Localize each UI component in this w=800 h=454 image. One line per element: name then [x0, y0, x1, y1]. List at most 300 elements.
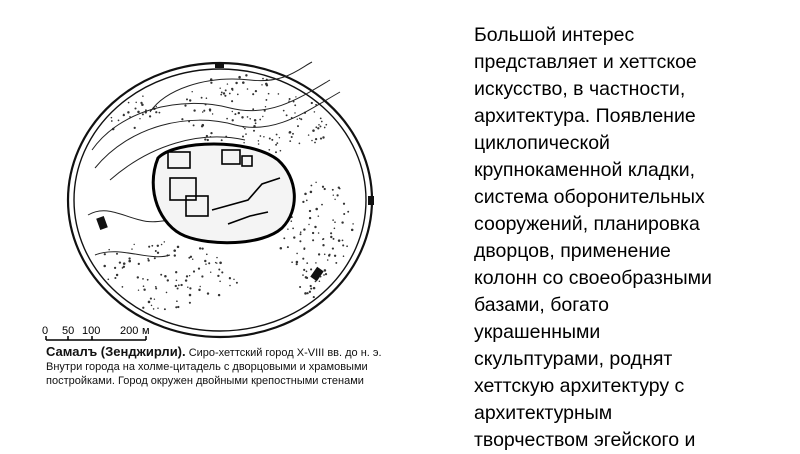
- stipple-dot: [287, 246, 289, 248]
- stipple-dot: [139, 118, 140, 119]
- scale-label-0: 0: [42, 325, 49, 337]
- stipple-dot: [311, 102, 313, 104]
- stipple-dot: [278, 93, 280, 95]
- stipple-dot: [128, 260, 131, 263]
- stipple-dot: [181, 118, 183, 120]
- stipple-dot: [335, 262, 337, 264]
- stipple-dot: [103, 265, 106, 268]
- stipple-dot: [324, 254, 326, 256]
- stipple-dot: [315, 262, 317, 264]
- stipple-dot: [206, 97, 208, 99]
- stipple-dot: [175, 306, 177, 308]
- stipple-dot: [314, 142, 316, 144]
- stipple-dot: [322, 238, 324, 240]
- stipple-dot: [189, 99, 191, 101]
- stipple-dot: [315, 126, 317, 128]
- stipple-dot: [128, 102, 130, 104]
- stipple-dot: [291, 220, 293, 222]
- stipple-dot: [199, 247, 201, 249]
- stipple-dot: [283, 110, 285, 112]
- stipple-dot: [186, 275, 188, 277]
- stipple-dot: [262, 116, 263, 117]
- stipple-dot: [201, 125, 203, 127]
- stipple-dot: [114, 267, 116, 269]
- stipple-dot: [318, 253, 320, 255]
- stipple-dot: [247, 116, 249, 118]
- stipple-dot: [140, 102, 142, 104]
- stipple-dot: [142, 95, 144, 97]
- stipple-dot: [266, 84, 268, 86]
- stipple-dot: [219, 262, 222, 265]
- stipple-dot: [192, 258, 193, 259]
- stipple-dot: [315, 182, 316, 183]
- stipple-dot: [154, 257, 156, 259]
- stipple-dot: [347, 211, 349, 213]
- stipple-dot: [245, 133, 247, 135]
- stipple-dot: [318, 215, 320, 217]
- stipple-dot: [116, 274, 118, 276]
- stipple-dot: [138, 290, 139, 291]
- stipple-dot: [131, 248, 132, 249]
- stipple-dot: [295, 96, 296, 97]
- stipple-dot: [310, 185, 312, 187]
- stipple-dot: [229, 93, 231, 95]
- stipple-dot: [325, 273, 327, 275]
- stipple-dot: [311, 140, 313, 142]
- stipple-dot: [188, 257, 190, 259]
- stipple-dot: [159, 112, 161, 114]
- stipple-dot: [296, 263, 298, 265]
- stipple-dot: [314, 111, 316, 113]
- stipple-dot: [307, 292, 309, 294]
- stipple-dot: [223, 92, 225, 94]
- stipple-dot: [232, 111, 233, 112]
- stipple-dot: [155, 111, 157, 113]
- stipple-dot: [320, 138, 322, 140]
- stipple-dot: [293, 236, 295, 238]
- stipple-dot: [306, 271, 308, 273]
- stipple-dot: [334, 221, 336, 223]
- stipple-dot: [299, 143, 301, 145]
- stipple-dot: [201, 275, 203, 277]
- stipple-dot: [315, 281, 317, 283]
- stipple-dot: [254, 119, 257, 122]
- stipple-dot: [111, 117, 113, 119]
- stipple-dot: [338, 239, 341, 242]
- stipple-dot: [260, 135, 262, 137]
- stipple-dot: [191, 91, 192, 92]
- stipple-dot: [280, 247, 283, 250]
- stipple-dot: [258, 140, 259, 141]
- stipple-dot: [253, 130, 255, 132]
- stipple-dot: [225, 89, 227, 91]
- stipple-dot: [310, 268, 312, 270]
- stipple-dot: [189, 302, 191, 304]
- stipple-dot: [219, 87, 220, 88]
- stipple-dot: [252, 93, 254, 95]
- stipple-dot: [221, 91, 223, 93]
- stipple-dot: [184, 105, 186, 107]
- stipple-dot: [333, 238, 335, 240]
- stipple-dot: [143, 288, 145, 290]
- stipple-dot: [333, 195, 334, 196]
- stipple-dot: [231, 100, 233, 102]
- stipple-dot: [300, 233, 302, 235]
- stipple-dot: [262, 78, 264, 80]
- stipple-dot: [279, 137, 280, 138]
- stipple-dot: [193, 124, 195, 126]
- stipple-dot: [236, 83, 238, 85]
- stipple-dot: [304, 193, 307, 196]
- stipple-dot: [312, 232, 314, 234]
- stipple-dot: [208, 262, 210, 264]
- stipple-dot: [155, 286, 157, 288]
- stipple-dot: [334, 255, 336, 257]
- stipple-dot: [229, 277, 231, 279]
- stipple-dot: [268, 93, 270, 95]
- stipple-dot: [148, 259, 150, 261]
- stipple-dot: [134, 107, 136, 109]
- stipple-dot: [233, 279, 234, 280]
- stipple-dot: [275, 144, 277, 146]
- stipple-dot: [227, 83, 228, 84]
- stipple-dot: [255, 122, 257, 124]
- stipple-dot: [332, 248, 334, 250]
- stipple-dot: [327, 259, 329, 261]
- stipple-dot: [198, 289, 200, 291]
- stipple-dot: [332, 189, 334, 191]
- stipple-dot: [210, 82, 212, 84]
- stipple-dot: [308, 134, 309, 135]
- stipple-dot: [243, 142, 244, 143]
- stipple-dot: [138, 263, 140, 265]
- stipple-dot: [323, 274, 325, 276]
- stipple-dot: [177, 287, 179, 289]
- stipple-dot: [319, 281, 321, 283]
- stipple-dot: [258, 143, 260, 145]
- stipple-dot: [334, 227, 336, 229]
- stipple-dot: [320, 276, 322, 278]
- stipple-dot: [221, 271, 223, 273]
- stipple-dot: [150, 298, 152, 300]
- stipple-dot: [207, 139, 209, 141]
- stipple-dot: [189, 294, 192, 297]
- stipple-dot: [198, 267, 200, 269]
- stipple-dot: [312, 239, 314, 241]
- body-paragraph: Большой интерес представляет и хеттское искусство, в частности, архитектура. Появление циклопической крупнокаменной кладки, система оборонительных сооружений, планировка дворцов, применение колонн со своеобразными базами, богато украшенными скульптурами, роднят хеттскую архитектуру с архитектурным творчеством эгейского и: [474, 24, 712, 451]
- stipple-dot: [309, 210, 311, 212]
- stipple-dot: [245, 74, 247, 76]
- stipple-dot: [119, 261, 121, 263]
- stipple-dot: [226, 118, 228, 120]
- stipple-dot: [212, 113, 213, 114]
- stipple-dot: [204, 138, 206, 140]
- stipple-dot: [309, 291, 311, 293]
- stipple-dot: [241, 116, 243, 118]
- stipple-dot: [313, 296, 315, 298]
- stipple-dot: [166, 292, 168, 294]
- stipple-dot: [343, 213, 345, 215]
- scale-label-100: 100: [82, 325, 101, 337]
- stipple-dot: [289, 131, 292, 134]
- stipple-dot: [310, 191, 313, 194]
- stipple-dot: [216, 263, 217, 264]
- stipple-dot: [342, 244, 344, 246]
- stipple-dot: [312, 129, 315, 132]
- stipple-dot: [175, 271, 177, 273]
- stipple-dot: [151, 305, 153, 307]
- stipple-dot: [107, 278, 109, 280]
- stipple-dot: [324, 269, 327, 272]
- stipple-dot: [154, 298, 155, 299]
- stipple-dot: [108, 249, 110, 251]
- stipple-dot: [249, 118, 251, 120]
- stipple-dot: [275, 151, 277, 153]
- stipple-dot: [193, 109, 195, 111]
- stipple-dot: [310, 288, 312, 290]
- stipple-dot: [122, 267, 124, 269]
- stipple-dot: [343, 255, 345, 257]
- stipple-dot: [201, 97, 203, 99]
- stipple-dot: [224, 95, 226, 97]
- stipple-dot: [221, 139, 223, 141]
- stipple-dot: [220, 94, 222, 96]
- stipple-dot: [242, 136, 244, 138]
- stipple-dot: [303, 269, 305, 271]
- stipple-dot: [300, 118, 302, 120]
- stipple-dot: [280, 150, 282, 152]
- stipple-dot: [135, 102, 136, 103]
- stipple-dot: [175, 285, 177, 287]
- stipple-dot: [322, 136, 324, 138]
- stipple-dot: [142, 113, 144, 115]
- stipple-dot: [151, 245, 153, 247]
- stipple-dot: [161, 244, 163, 246]
- stipple-dot: [287, 228, 289, 230]
- stipple-dot: [177, 246, 180, 249]
- stipple-dot: [219, 281, 221, 283]
- stipple-dot: [127, 111, 129, 113]
- stipple-dot: [155, 287, 157, 289]
- stipple-dot: [167, 279, 169, 281]
- stipple-dot: [164, 241, 166, 243]
- stipple-dot: [122, 286, 124, 288]
- stipple-dot: [265, 99, 267, 101]
- stipple-dot: [189, 275, 190, 276]
- stipple-dot: [309, 217, 311, 219]
- stipple-dot: [242, 81, 245, 84]
- stipple-dot: [341, 221, 343, 223]
- stipple-dot: [148, 301, 151, 304]
- stipple-dot: [297, 125, 299, 127]
- stipple-dot: [238, 76, 241, 79]
- stipple-dot: [292, 228, 294, 230]
- stipple-dot: [123, 114, 125, 116]
- stipple-dot: [143, 285, 145, 287]
- stipple-dot: [229, 285, 231, 287]
- stipple-dot: [238, 112, 240, 114]
- stipple-dot: [321, 204, 323, 206]
- stipple-dot: [318, 124, 320, 126]
- stipple-dot: [111, 120, 113, 122]
- stipple-dot: [177, 306, 179, 308]
- stipple-dot: [259, 119, 261, 121]
- stipple-dot: [202, 111, 204, 113]
- stipple-dot: [133, 244, 134, 245]
- stipple-dot: [330, 236, 332, 238]
- stipple-dot: [234, 113, 236, 115]
- stipple-dot: [318, 232, 320, 234]
- stipple-dot: [320, 125, 322, 127]
- stipple-dot: [299, 240, 301, 242]
- stipple-dot: [269, 137, 271, 139]
- stipple-dot: [302, 201, 304, 203]
- stipple-dot: [352, 223, 354, 225]
- stipple-dot: [137, 276, 139, 278]
- stipple-dot: [186, 98, 188, 100]
- stipple-dot: [308, 224, 309, 225]
- stipple-dot: [218, 294, 220, 296]
- stipple-dot: [276, 134, 278, 136]
- stipple-dot: [160, 274, 162, 276]
- stipple-dot: [271, 139, 273, 141]
- stipple-dot: [164, 275, 167, 278]
- stipple-dot: [261, 84, 262, 85]
- stipple-dot: [149, 115, 151, 117]
- stipple-dot: [232, 119, 234, 121]
- stipple-dot: [187, 287, 188, 288]
- stipple-dot: [176, 279, 178, 281]
- stipple-dot: [324, 127, 326, 129]
- stipple-dot: [114, 277, 116, 279]
- stipple-dot: [155, 250, 157, 252]
- stipple-dot: [118, 120, 120, 122]
- stipple-dot: [292, 133, 294, 135]
- stipple-dot: [217, 275, 219, 277]
- stipple-dot: [276, 142, 278, 144]
- stipple-dot: [156, 106, 157, 107]
- stipple-dot: [336, 194, 338, 196]
- stipple-dot: [268, 149, 270, 151]
- stipple-dot: [157, 245, 159, 247]
- stipple-dot: [302, 258, 304, 260]
- stipple-dot: [289, 98, 291, 100]
- stipple-dot: [317, 127, 319, 129]
- stipple-dot: [216, 257, 217, 258]
- stipple-dot: [351, 229, 354, 232]
- scale-unit: м: [142, 325, 150, 337]
- stipple-dot: [283, 237, 285, 239]
- stipple-dot: [201, 247, 203, 249]
- stipple-dot: [265, 106, 266, 107]
- stipple-dot: [315, 138, 317, 140]
- stipple-dot: [314, 226, 316, 228]
- stipple-dot: [134, 127, 136, 129]
- stipple-dot: [210, 271, 211, 272]
- stipple-dot: [174, 254, 176, 256]
- stipple-dot: [296, 261, 299, 264]
- stipple-dot: [263, 136, 265, 138]
- stipple-dot: [193, 270, 195, 272]
- stipple-dot: [299, 286, 301, 288]
- stipple-dot: [332, 219, 334, 221]
- stipple-dot: [153, 308, 155, 310]
- stipple-dot: [294, 104, 296, 106]
- stipple-dot: [252, 108, 254, 110]
- stipple-dot: [322, 186, 324, 188]
- stipple-dot: [157, 307, 158, 308]
- stipple-dot: [339, 188, 341, 190]
- stipple-dot: [231, 88, 233, 90]
- stipple-dot: [306, 262, 308, 264]
- stipple-dot: [303, 228, 305, 230]
- stipple-dot: [247, 88, 249, 90]
- stipple-dot: [128, 257, 130, 259]
- stipple-dot: [286, 114, 288, 116]
- caption-description: Сиро-хеттский город X-VIII вв. до н. э. Внутри города на холме-цитадель с дворцовыми и храмовыми постройками. Город окружен двойными крепостными стенами: [46, 347, 382, 387]
- stipple-dot: [294, 112, 295, 113]
- stipple-dot: [315, 208, 318, 211]
- stipple-dot: [178, 284, 180, 286]
- stipple-dot: [244, 128, 246, 130]
- stipple-dot: [203, 110, 205, 112]
- stipple-dot: [342, 240, 344, 242]
- stipple-dot: [322, 244, 324, 246]
- stipple-dot: [343, 203, 345, 205]
- stipple-dot: [209, 110, 211, 112]
- stipple-dot: [218, 269, 220, 271]
- stipple-dot: [310, 285, 312, 287]
- stipple-dot: [148, 246, 150, 248]
- stipple-dot: [189, 287, 191, 289]
- scale-bar: [42, 325, 150, 340]
- stipple-dot: [329, 254, 331, 256]
- stipple-dot: [173, 249, 176, 252]
- stipple-dot: [321, 121, 323, 123]
- scale-label-200: 200: [120, 325, 139, 337]
- stipple-dot: [142, 307, 144, 309]
- stipple-dot: [320, 117, 322, 119]
- stipple-dot: [255, 90, 257, 92]
- stipple-dot: [176, 300, 178, 302]
- stipple-dot: [304, 292, 307, 295]
- stipple-dot: [185, 279, 187, 281]
- stipple-dot: [147, 258, 149, 260]
- stipple-dot: [142, 278, 144, 280]
- stipple-dot: [199, 286, 200, 287]
- stipple-dot: [157, 252, 159, 254]
- stipple-dot: [236, 282, 238, 284]
- stipple-dot: [237, 94, 239, 96]
- stipple-dot: [297, 118, 298, 119]
- stipple-dot: [330, 232, 332, 234]
- scale-label-50: 50: [62, 325, 75, 337]
- stipple-dot: [147, 279, 149, 281]
- stipple-dot: [300, 231, 302, 233]
- stipple-dot: [164, 308, 166, 310]
- stipple-dot: [123, 262, 126, 265]
- stipple-dot: [289, 140, 291, 142]
- caption-title: Самалъ (Зенджирли).: [46, 344, 186, 359]
- stipple-dot: [303, 248, 305, 250]
- stipple-dot: [291, 136, 293, 138]
- stipple-dot: [104, 253, 106, 255]
- stipple-dot: [346, 245, 348, 247]
- stipple-dot: [296, 253, 298, 255]
- stipple-dot: [210, 132, 212, 134]
- stipple-dot: [205, 263, 207, 265]
- stipple-dot: [206, 253, 208, 255]
